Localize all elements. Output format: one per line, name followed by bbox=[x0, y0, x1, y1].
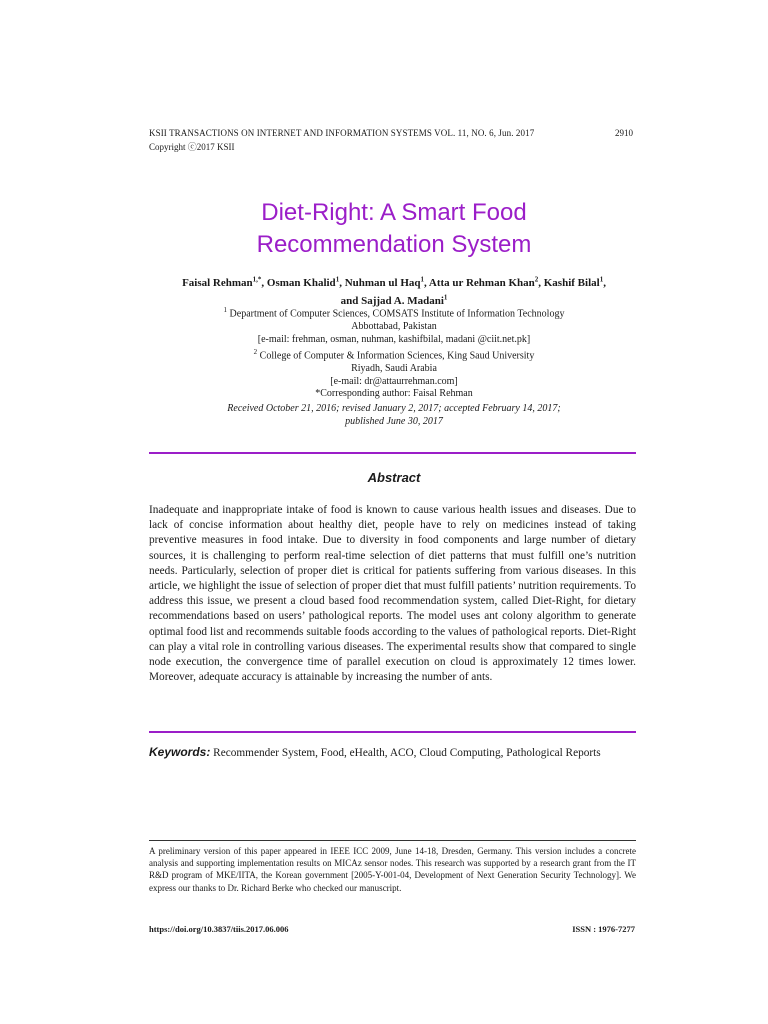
title-line-2: Recommendation System bbox=[256, 231, 532, 258]
affiliation-2-dept: $^2$ College of Computer & Information Sciences, King Saud University bbox=[253, 348, 535, 362]
footnote: A preliminary version of this paper appeared in IEEE ICC 2009, June 14-18, Dresden, Germany. This version includes a concrete analysis and supporting implementation results on MICAz sensor nodes. This research was supported by a research grant from the IT R&D program of MKE/IITA, the Korean government [2005-Y-001-04, Development of Next Generation Security Technology]. We express our thanks to Dr. Richard Berke who checked our manuscript. bbox=[149, 846, 636, 893]
page-number: 2910 bbox=[615, 128, 633, 138]
author: and Sajjad A. Madani$^1$ bbox=[340, 293, 448, 308]
paper-title bbox=[0, 197, 768, 261]
author: Faisal Rehman$^{1,*}$, bbox=[182, 275, 267, 289]
affiliation-1-city: Abbottabad, Pakistan bbox=[351, 320, 437, 332]
affiliation-1-dept: $^1$ Department of Computer Sciences, COMSATS Institute of Information Technology bbox=[223, 306, 565, 320]
issn: ISSN : 1976-7277 bbox=[572, 924, 635, 934]
dates-line-1: Received October 21, 2016; revised January 2, 2017; accepted February 14, 2017; bbox=[227, 403, 561, 414]
affiliation-2-email: [e-mail: dr@attaurrehman.com] bbox=[330, 375, 458, 387]
copyright-line: Copyright ⓒ2017 KSII bbox=[149, 142, 235, 152]
abstract-heading: Abstract bbox=[367, 470, 421, 485]
publication-dates bbox=[149, 402, 639, 428]
keywords-label: Keywords: bbox=[149, 745, 211, 759]
corresponding-author: *Corresponding author: Faisal Rehman bbox=[315, 388, 473, 400]
abstract-text: Inadequate and inappropriate intake of food is known to cause various health issues and diseases. Due to lack of concise information about healthy diet, people have to rely on medicines instead of taking preventive measures in food intake. Due to diversity in food components and large number of dietary sources, it is challenging to perform real-time selection of diet patterns that must fulfill one’s nutrition needs. Particularly, selection of proper diet is critical for patients suffering from various diseases. In this article, we highlight the issue of selection of proper diet that must fulfill patients’ nutrition requirements. To address this issue, we present a cloud based food recommendation system, called Diet-Right, for dietary recommendations based on users’ pathological reports. The model uses ant colony algorithm to generate optimal food list and recommends suitable foods according to the values of pathological reports. Diet-Right can play a vital role in controlling various diseases. The experimental results show that compared to single node execution, the convergence time of parallel execution on cloud is approximately 12 times lower. Moreover, adequate accuracy is attainable by increasing the number of ants. bbox=[149, 504, 636, 684]
journal-header: KSII TRANSACTIONS ON INTERNET AND INFORMATION SYSTEMS VOL. 11, NO. 6, Jun. 2017 bbox=[149, 128, 535, 138]
footnote-divider bbox=[149, 840, 636, 841]
affiliation-1-email: [e-mail: frehman, osman, nuhman, kashifbilal, madani @ciit.net.pk] bbox=[257, 333, 531, 345]
divider-bottom bbox=[149, 731, 636, 733]
doi-link[interactable]: https://doi.org/10.3837/tiis.2017.06.006 bbox=[149, 924, 289, 934]
title-line-1: Diet-Right: A Smart Food bbox=[261, 199, 527, 226]
affiliation-2-city: Riyadh, Saudi Arabia bbox=[351, 363, 437, 375]
author: Osman Khalid$^1$, bbox=[266, 275, 345, 289]
author: Nuhman ul Haq$^1$, bbox=[344, 275, 429, 289]
author: Kashif Bilal$^1$, bbox=[543, 275, 606, 289]
dates-line-2: published June 30, 2017 bbox=[345, 416, 443, 427]
author: Atta ur Rehman Khan$^2$, bbox=[428, 275, 544, 289]
keywords-text: Recommender System, Food, eHealth, ACO, Cloud Computing, Pathological Reports bbox=[210, 747, 601, 759]
affiliations bbox=[149, 304, 639, 401]
divider-top bbox=[149, 452, 636, 454]
keywords bbox=[149, 745, 636, 762]
